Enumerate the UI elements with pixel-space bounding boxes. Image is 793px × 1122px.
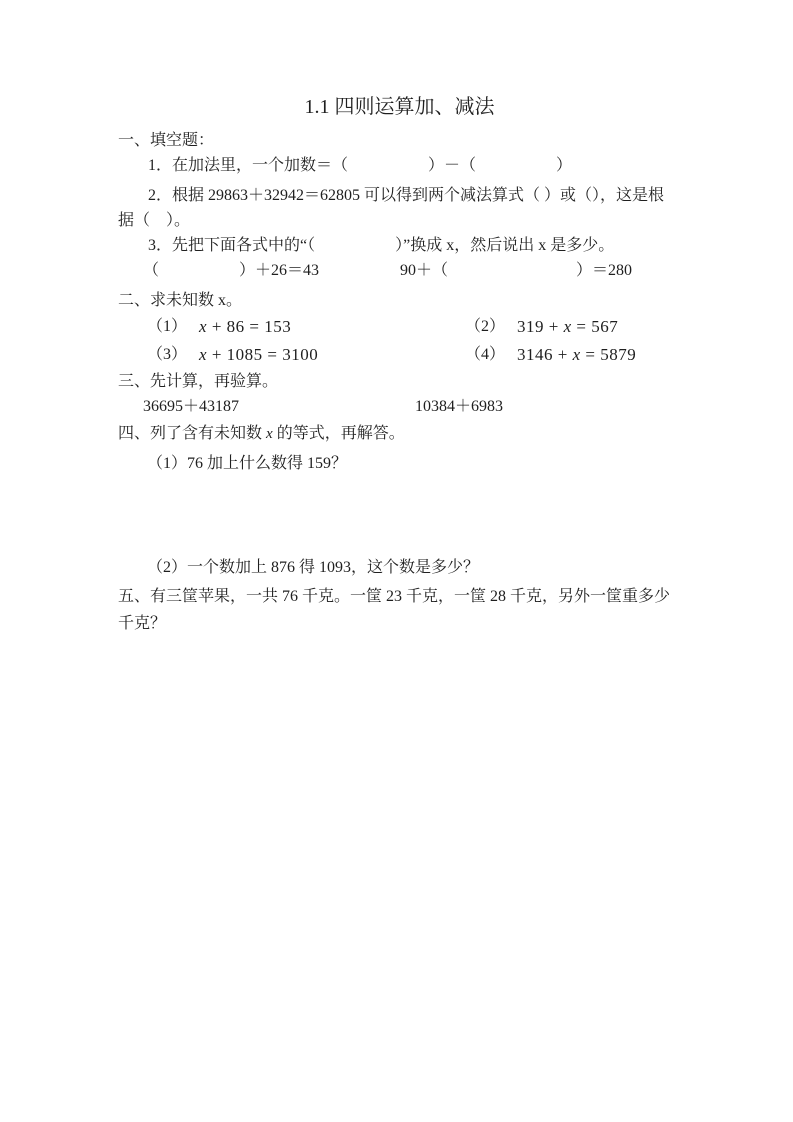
section4-header-variable: x xyxy=(266,426,273,442)
calc-problem-right: 10384＋6983 xyxy=(415,398,504,415)
equation-2-pre: 319 + xyxy=(517,317,564,336)
section4-item2: （2）一个数加上 876 得 1093，这个数是多少？ xyxy=(147,559,480,576)
section3-header: 三、先计算，再验算。 xyxy=(118,373,279,390)
equation-1 xyxy=(147,313,465,341)
blank-equation-left: （ ）＋26＝43 xyxy=(143,262,320,279)
section3-problems xyxy=(118,394,681,419)
section4-header-post: 的等式，再解答。 xyxy=(272,425,405,442)
blank-equation-right: 90＋（ ）＝280 xyxy=(400,262,633,279)
section5-line1: 五、有三筐苹果，一共 76 千克。一筐 23 千克，一筐 28 千克，另外一筐重多少 xyxy=(118,588,671,605)
section2-header: 二、求未知数 x。 xyxy=(118,292,243,309)
equation-2-variable: x xyxy=(563,317,572,336)
section5-line2: 千克？ xyxy=(118,615,167,632)
equation-2-expression xyxy=(517,313,618,341)
section4-header-pre: 四、列了含有未知数 xyxy=(118,425,267,442)
section1-item3-blanks xyxy=(118,258,681,283)
equation-row-1 xyxy=(118,313,681,341)
section4-header xyxy=(118,421,681,447)
equation-3-variable: x xyxy=(199,345,208,364)
equation-1-variable: x xyxy=(199,317,208,336)
equation-3 xyxy=(147,341,465,369)
section4-item1: （1）76 加上什么数得 159？ xyxy=(147,455,348,472)
equation-4 xyxy=(465,341,681,369)
equation-4-post: = 5879 xyxy=(580,345,637,364)
equation-3-number: （3） xyxy=(147,346,188,363)
equation-1-number: （1） xyxy=(147,318,188,335)
equation-4-expression xyxy=(517,341,636,369)
equation-4-number: （4） xyxy=(465,346,506,363)
equation-2-post: = 567 xyxy=(571,317,619,336)
equation-4-pre: 3146 + xyxy=(517,345,573,364)
section1-header: 一、填空题： xyxy=(118,132,215,149)
page-title: 1.1 四则运算加、减法 xyxy=(304,96,495,118)
equation-3-expression xyxy=(199,341,318,369)
equation-3-post: + 1085 = 3100 xyxy=(207,345,319,364)
section1-item2-line1: 2．根据 29863＋32942＝62805 可以得到两个减法算式（ ）或（），这是根 xyxy=(148,187,665,204)
equation-1-expression xyxy=(199,313,291,341)
equation-row-2 xyxy=(118,341,681,369)
calc-problem-left: 36695＋43187 xyxy=(143,398,240,415)
equation-2-number: （2） xyxy=(465,318,506,335)
equation-4-variable: x xyxy=(572,345,581,364)
equation-1-post: + 86 = 153 xyxy=(207,317,292,336)
section1-item3: 3．先把下面各式中的“（ ）”换成 x，然后说出 x 是多少。 xyxy=(148,237,615,254)
section1-item1: 1．在加法里，一个加数＝（ ）－（ ） xyxy=(148,157,573,174)
section1-item2-line2: 据（ ）。 xyxy=(118,212,191,229)
equation-2 xyxy=(465,313,681,341)
